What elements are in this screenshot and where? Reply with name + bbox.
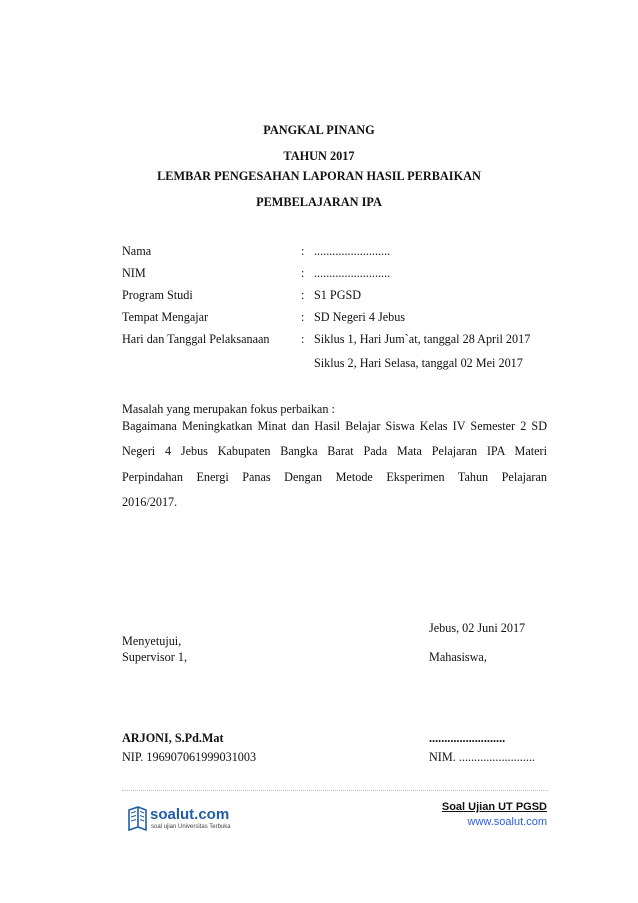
footer-site-url[interactable]: www.soalut.com — [467, 816, 547, 828]
problem-line: 2016/2017. — [122, 494, 178, 509]
field-value-tempat-mengajar: SD Negeri 4 Jebus — [314, 310, 406, 324]
field-colon: : — [301, 332, 305, 346]
supervisor-role: Supervisor 1, — [122, 650, 187, 664]
problem-paragraph — [122, 414, 547, 515]
problem-line: Bagaimana Meningkatkan Minat dan Hasil Belajar Siswa Kelas IV Semester 2 SD — [122, 419, 547, 433]
field-colon: : — [301, 266, 305, 280]
footer-site-title[interactable]: Soal Ujian UT PGSD — [441, 801, 547, 813]
supervisor-name: ARJONI, S.Pd.Mat — [122, 731, 224, 745]
document-title-line1: LEMBAR PENGESAHAN LAPORAN HASIL PERBAIKAN — [157, 169, 481, 183]
field-label-nim: NIM — [122, 266, 146, 280]
field-colon: : — [301, 310, 305, 324]
document-city: PANGKAL PINANG — [263, 123, 375, 137]
supervisor-nip: NIP. 196907061999031003 — [122, 750, 257, 764]
student-role: Mahasiswa, — [429, 650, 487, 664]
problem-heading: Masalah yang merupakan fokus perbaikan : — [122, 402, 335, 416]
problem-line: Perpindahan Energi Panas Dengan Metode Eksperimen Tahun Pelajaran — [122, 469, 547, 484]
logo-tagline: soal ujian Universitas Terbuka — [151, 824, 231, 830]
field-colon: : — [301, 288, 305, 302]
student-nim: NIM. ......................... — [429, 750, 535, 764]
footer-divider — [122, 790, 548, 791]
field-value-siklus-1: Siklus 1, Hari Jum`at, tanggal 28 April 2017 — [314, 332, 531, 346]
field-label-program-studi: Program Studi — [122, 288, 193, 302]
student-name: ......................... — [429, 731, 506, 745]
field-label-hari-tanggal: Hari dan Tanggal Pelaksanaan — [122, 332, 270, 346]
field-value-nim: ......................... — [314, 266, 391, 280]
field-value-siklus-2: Siklus 2, Hari Selasa, tanggal 02 Mei 2017 — [314, 356, 523, 370]
field-colon: : — [301, 244, 305, 258]
document-year: TAHUN 2017 — [283, 149, 355, 163]
field-value-program-studi: S1 PGSD — [314, 288, 362, 302]
field-value-nama: ......................... — [314, 244, 391, 258]
problem-line: Negeri 4 Jebus Kabupaten Bangka Barat Pada Mata Pelajaran IPA Materi — [122, 444, 547, 459]
approved-label: Menyetujui, — [122, 634, 182, 648]
logo-text: soalut.com — [150, 806, 230, 823]
soalut-logo[interactable] — [126, 804, 236, 834]
field-label-tempat-mengajar: Tempat Mengajar — [122, 310, 209, 324]
field-label-nama: Nama — [122, 244, 152, 258]
place-date: Jebus, 02 Juni 2017 — [429, 621, 526, 635]
document-title-line2: PEMBELAJARAN IPA — [256, 195, 382, 209]
